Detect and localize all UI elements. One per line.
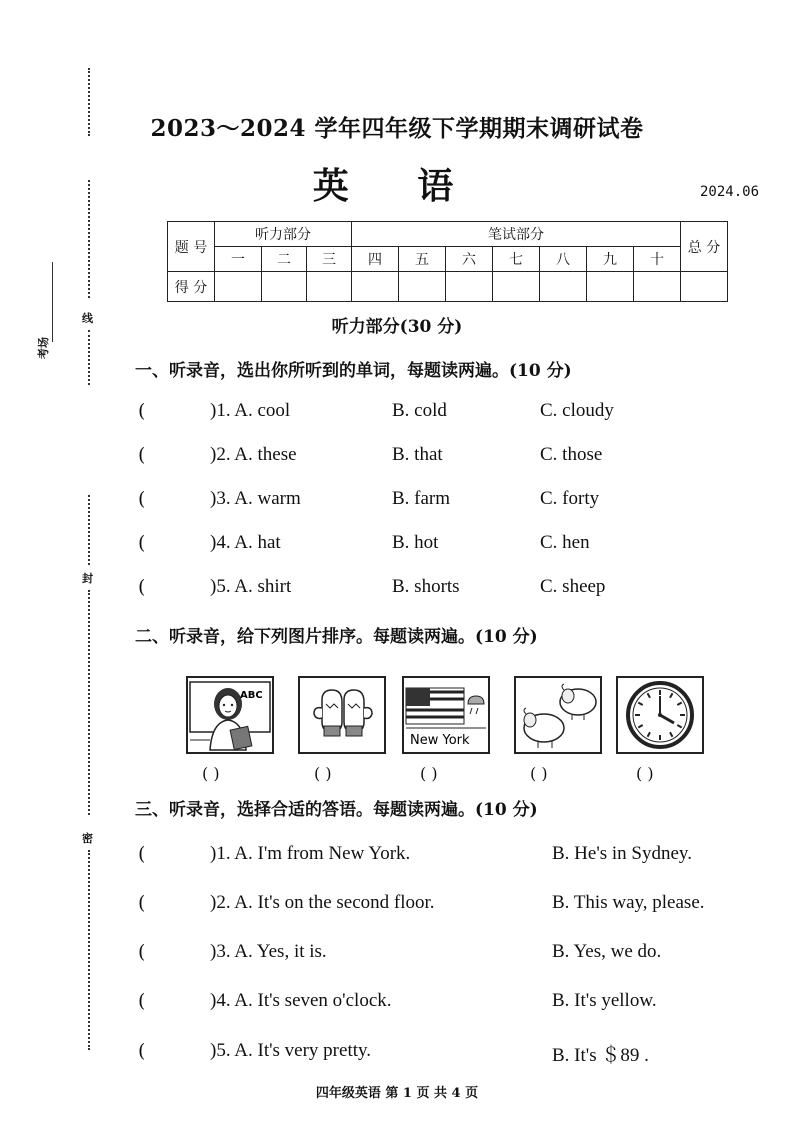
s3-q4-option-a: )4. A. It's seven o'clock.: [210, 990, 392, 1011]
teacher-icon: [188, 678, 272, 752]
binding-dotted-line: [88, 590, 90, 815]
s1-q2-option-c: C. those: [540, 444, 603, 465]
s1-q2-option-a: )2. A. these: [210, 444, 297, 465]
total-score-cell[interactable]: [681, 272, 728, 302]
score-cell[interactable]: [634, 272, 681, 302]
s1-q3-option-a: )3. A. warm: [210, 488, 301, 509]
answer-paren[interactable]: (: [138, 1040, 146, 1062]
new-york-label: New York: [410, 733, 470, 748]
s3-q4-option-b: B. It's yellow.: [552, 990, 657, 1011]
s1-q3-option-c: C. forty: [540, 488, 600, 509]
binding-secret-char: 密: [82, 832, 93, 845]
exam-room-label: 考场: [37, 337, 50, 359]
answer-paren[interactable]: (: [138, 532, 146, 554]
s1-q4-option-c: C. hen: [540, 532, 590, 553]
answer-paren[interactable]: (: [138, 990, 146, 1012]
binding-dotted-line: [88, 850, 90, 1050]
answer-paren[interactable]: (: [138, 444, 146, 466]
s1-q5-option-c: C. sheep: [540, 576, 606, 597]
s3-q3-option-a: )3. A. Yes, it is.: [210, 941, 327, 962]
question-number-cell: 六: [446, 247, 493, 272]
s1-q3-option-b: B. farm: [392, 488, 451, 509]
score-cell[interactable]: [399, 272, 446, 302]
blackboard-text: ABC: [240, 690, 263, 701]
s1-q2-option-b: B. that: [392, 444, 443, 465]
answer-paren[interactable]: (: [138, 843, 146, 865]
picture-answer-paren[interactable]: ( ): [314, 764, 332, 783]
listening-part-header: 听力部分: [215, 222, 352, 247]
subject-title: 英 语: [312, 165, 482, 207]
s3-q3-option-b: B. Yes, we do.: [552, 941, 662, 962]
sheep-icon: [516, 678, 600, 752]
binding-dotted-line: [88, 495, 90, 565]
picture-teacher: [186, 676, 274, 754]
listening-part-heading: 听力部分(30 分): [331, 317, 463, 337]
answer-paren[interactable]: (: [138, 576, 146, 598]
picture-new-york: [402, 676, 490, 754]
question-number-cell: 八: [540, 247, 587, 272]
s3-q2-option-b: B. This way, please.: [552, 892, 705, 913]
score-cell[interactable]: [587, 272, 634, 302]
picture-gloves: [298, 676, 386, 754]
exam-title: 2023～2024 学年四年级下学期期末调研试卷: [150, 115, 644, 142]
exam-date: 2024.06: [700, 184, 760, 200]
section1-heading: 一、听录音，选出你所听到的单词，每题读两遍。(10 分): [135, 361, 572, 381]
total-score-header: 总 分: [681, 222, 728, 272]
score-cell[interactable]: [215, 272, 262, 302]
s1-q4-option-b: B. hot: [392, 532, 439, 553]
s1-q1-option-b: B. cold: [392, 400, 447, 421]
answer-paren[interactable]: (: [138, 941, 146, 963]
page-footer: 四年级英语 第 1 页 共 4 页: [315, 1086, 479, 1101]
section3-heading: 三、听录音，选择合适的答语。每题读两遍。(10 分): [135, 800, 538, 820]
s1-q1-option-c: C. cloudy: [540, 400, 614, 421]
written-part-header: 笔试部分: [352, 222, 681, 247]
picture-answer-paren[interactable]: ( ): [420, 764, 438, 783]
question-number-cell: 七: [493, 247, 540, 272]
s3-q5-option-b: B. It's ＄89 .: [552, 1045, 649, 1066]
score-cell[interactable]: [262, 272, 307, 302]
binding-seal-char: 封: [82, 572, 93, 585]
picture-answer-paren[interactable]: ( ): [636, 764, 654, 783]
s1-q4-option-a: )4. A. hat: [210, 532, 281, 553]
picture-answer-paren[interactable]: ( ): [530, 764, 548, 783]
question-number-cell: 九: [587, 247, 634, 272]
score-cell[interactable]: [352, 272, 399, 302]
s3-q2-option-a: )2. A. It's on the second floor.: [210, 892, 435, 913]
picture-sheep: [514, 676, 602, 754]
score-cell[interactable]: [307, 272, 352, 302]
question-number-cell: 二: [262, 247, 307, 272]
binding-dotted-line: [88, 330, 90, 385]
row-label-score: 得 分: [168, 272, 215, 302]
gloves-icon: [300, 678, 384, 752]
s1-q5-option-b: B. shorts: [392, 576, 460, 597]
s3-q5-option-a: )5. A. It's very pretty.: [210, 1040, 372, 1061]
question-number-cell: 五: [399, 247, 446, 272]
row-label-number: 题 号: [168, 222, 215, 272]
question-number-cell: 十: [634, 247, 681, 272]
score-table: [167, 221, 728, 302]
question-number-cell: 四: [352, 247, 399, 272]
answer-paren[interactable]: (: [138, 488, 146, 510]
binding-line-char: 线: [82, 312, 93, 325]
section2-heading: 二、听录音，给下列图片排序。每题读两遍。(10 分): [135, 627, 538, 647]
answer-paren[interactable]: (: [138, 400, 146, 422]
question-number-cell: 三: [307, 247, 352, 272]
score-cell[interactable]: [540, 272, 587, 302]
s1-q1-option-a: )1. A. cool: [210, 400, 291, 421]
answer-paren[interactable]: (: [138, 892, 146, 914]
s3-q1-option-b: B. He's in Sydney.: [552, 843, 692, 864]
s3-q1-option-a: )1. A. I'm from New York.: [210, 843, 411, 864]
flag-icon: [404, 678, 488, 752]
score-cell[interactable]: [446, 272, 493, 302]
question-number-cell: 一: [215, 247, 262, 272]
s1-q5-option-a: )5. A. shirt: [210, 576, 292, 597]
score-cell[interactable]: [493, 272, 540, 302]
picture-answer-paren[interactable]: ( ): [202, 764, 220, 783]
clock-icon: [618, 678, 702, 752]
picture-clock: [616, 676, 704, 754]
